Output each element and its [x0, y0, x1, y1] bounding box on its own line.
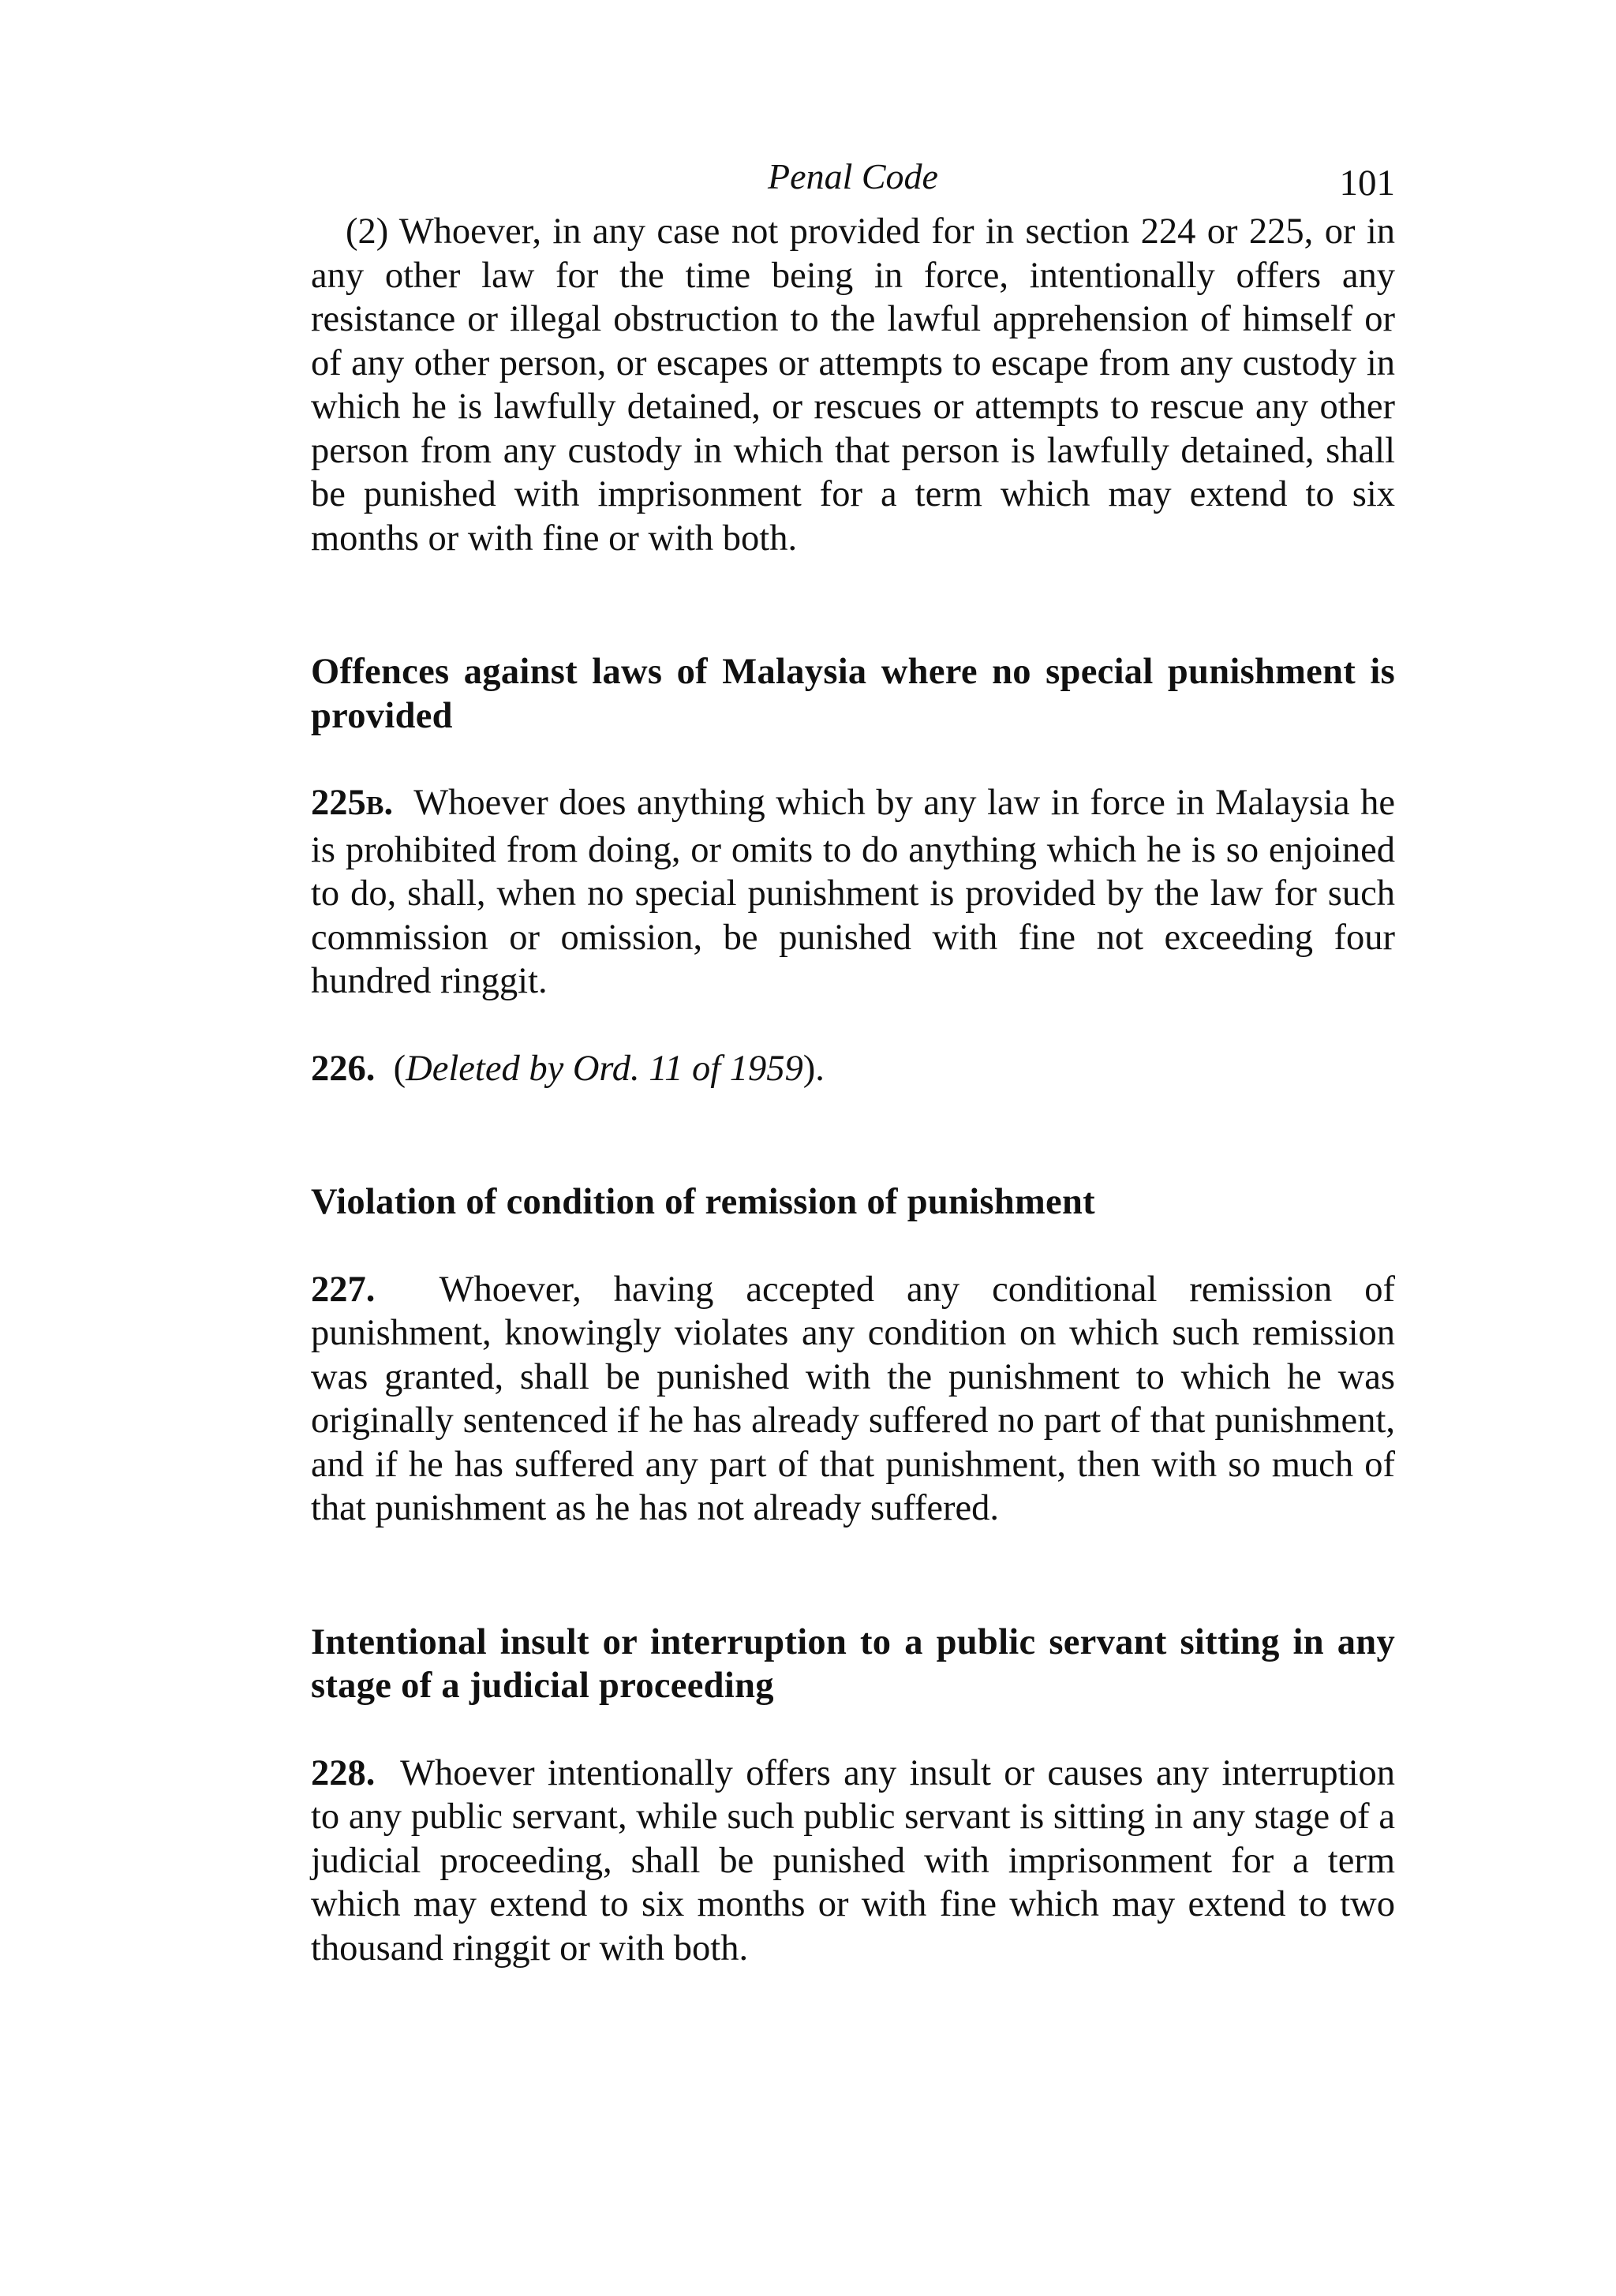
- section-226-deleted-note: Deleted by Ord. 11 of 1959: [406, 1048, 803, 1089]
- document-page: [311, 155, 1395, 1970]
- section-225b-text: Whoever does anything which by any law in force in Malaysia he is prohibited from doing, or omits to do anything which he is so enjoined to do, shall, when no special punishment is provided by the law for such commission or omission, be punished with fine not exceeding four hundred ringgit.: [311, 783, 1395, 1001]
- section-225b-paragraph: [311, 781, 1395, 1004]
- section-228-paragraph: [311, 1752, 1395, 1971]
- section-228-number: 228.: [311, 1752, 376, 1793]
- section-227-heading: Violation of condition of remission of punishment: [311, 1182, 1095, 1222]
- section-228-text: Whoever intentionally offers any insult or causes any interruption to any public servant, while such public servant is sitting in any stage of a judicial proceeding, shall be punished with imprisonment for a term which may extend to six months or with fine which may extend to two thousand ringgit or with both.: [311, 1752, 1395, 1969]
- page-number: 101: [1339, 163, 1395, 204]
- section-226-paragraph: 226. (Deleted by Ord. 11 of 1959).: [311, 1048, 825, 1089]
- section-225b-number: 225B.: [311, 783, 394, 823]
- section-225b-heading: Offences against laws of Malaysia where no special punishment is provided: [311, 652, 1395, 736]
- section-226-number: 226.: [311, 1048, 376, 1089]
- section-228-heading: Intentional insult or interruption to a public servant sitting in any stage of a judicial proceeding: [311, 1621, 1395, 1706]
- section-227-paragraph: [311, 1268, 1395, 1531]
- section-227-number: 227.: [311, 1269, 376, 1310]
- running-header: [311, 155, 1395, 210]
- running-title: Penal Code: [768, 156, 938, 196]
- section-227-text: Whoever, having accepted any conditional remission of punishment, knowingly violates any condition on which such remission was granted, shall be punished with the punishment to which he was originally sentenced if he has already suffered no part of that punishment, and if he has suffered any part of that punishment, then with so much of that punishment as he has not already suffered.: [311, 1269, 1395, 1528]
- subsection-2-paragraph: (2) Whoever, in any case not provided for in section 224 or 225, or in any other law for the time being in force, intentionally offers any resistance or illegal obstruction to the lawful apprehension of himself or of any other person, or escapes or attempts to escape from any custody in which he is lawfully detained, or rescues or attempts to rescue any other person from any custody in which that person is lawfully detained, shall be punished with imprisonment for a term which may extend to six months or with fine or with both.: [311, 211, 1395, 559]
